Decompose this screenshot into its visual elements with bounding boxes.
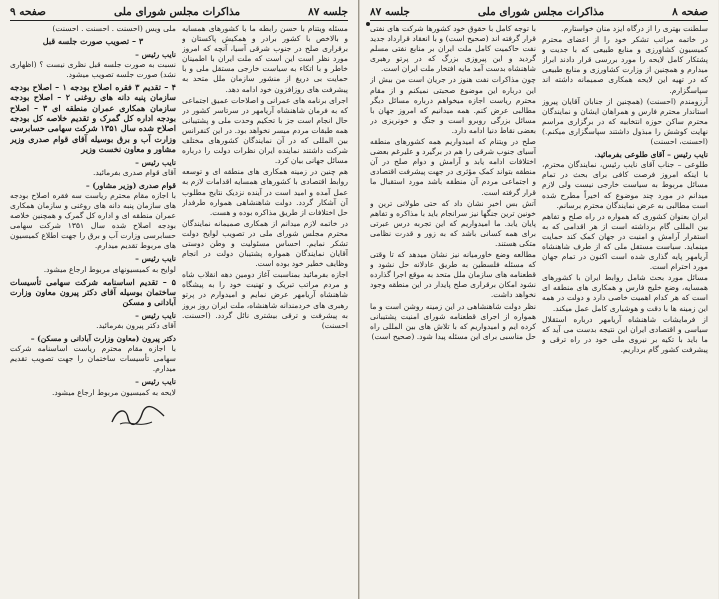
page-dot-mark — [366, 22, 370, 26]
right-page-session: جلسه ۸۷ — [370, 6, 410, 18]
left-page-number: صفحه ۹ — [10, 6, 46, 18]
paragraph: اجرای برنامه های عمرانی و اصلاحات عمیق اجتماعی که به فرمان شاهنشاه آریامهر در سرتاسر کشور در حال انجام است جز با تحکیم وحدت ملی و پشتیبانی همه طبقات مردم میسر نخواهد بود. در این کنفرانس بین المللی که در آن نمایندگان کشورهای مختلف شرکت داشتند نماینده ایران نظرات دولت را درباره مسائل جهانی بیان کرد. — [182, 95, 348, 166]
left-page-title: مذاکرات مجلس شورای ملی — [113, 6, 241, 18]
speaker-name: نایب رئیس – آقای طلوعی بفرمائید. — [594, 150, 708, 160]
right-page-columns — [370, 24, 708, 584]
paragraph: اجازه بفرمائید بمناسبت آغاز دومین دهه انقلاب شاه و مردم مراتب تبریک و تهنیت خود را به پیشگاه شاهنشاه آریامهر عرض نمایم و امیدوارم در پرتو رهبری های خردمندانه شاهنشاه، ملت ایران روز بروز به پیشرفت و ترقی بیشتری نائل گردد. (احسنت. احسنت) — [182, 270, 348, 330]
section-4-heading: ۴ – تقدیم ۳ فقره اصلاح بودجه ۱ – اصلاح بودجه سازمان پنبه دانه های روغنی ۲ – اصلاح بودجه سازمان همکاری عمران منطقه ای ۳ – اصلاح بودجه اداره کل گمرک و تقدیم خلاصه کل بودجه اصلاح شده سال ۱۳۵۱ شرکت سهامی حسابرسی وزارت آب و برق بوسیله آقای قوام صدری وزیر مشاور و معاون نخست وزیر — [10, 81, 176, 155]
right-page — [359, 0, 718, 599]
paragraph: در خاتمه لازم میدانم از همکاری صمیمانه نمایندگان محترم مجلس شورای ملی در تصویب لوایح دولت تشکر نمایم. احساس مسئولیت و وطن دوستی آقایان نمایندگان همواره پشتیبان دولت در انجام وظایف خطیر خود بوده است. — [182, 218, 348, 269]
left-page-columns — [10, 24, 348, 584]
right-page-header — [370, 6, 708, 21]
paragraph: مطالعه وضع خاورمیانه نیز نشان میدهد که تا وقتی که مسئله فلسطین به طریق عادلانه حل نشود و قطعنامه های سازمان ملل متحد به موقع اجرا گذارده نشود امکان برقراری صلح پایدار در این منطقه وجود نخواهد داشت. — [370, 250, 536, 300]
paragraph: نسبت به صورت جلسه قبل نظری نیست ؟ (اظهاری نشد) صورت جلسه تصویب میشود. — [10, 59, 176, 79]
speaker-name: نایب رئیس – — [135, 377, 176, 387]
paragraph: ایران بعنوان کشوری که همواره در راه صلح و تفاهم بین المللی گام برداشته است از هر اقدامی که به استقرار آرامش و امنیت در جهان کمک کند حمایت مینماید. سیاست مستقل ملی که از طرف شاهنشاه آریامهر پایه گذاری شده است اکنون در تمام جهان مورد احترام است. — [542, 211, 708, 272]
speaker-name: نایب رئیس – — [135, 157, 176, 167]
speaker-name: قوام صدری (وزیر مشاور) – — [85, 180, 176, 190]
speaker-name: نایب رئیس – — [135, 49, 176, 59]
paragraph: آرزومندم (احسنت) (همچنین از جنابان آقایان پیروز استاندار محترم فارس و همراهان ایشان و نمایندگان محترم ساکن حوزه انتخابیه که در برگزاری مراسم نهایت کوشش را مبذول داشتند سپاسگزاری میکنم.) (احسنت، احسنت) — [542, 96, 708, 147]
paragraph: ملی ویس (احسنت . احسنت . احسنت) — [52, 24, 176, 33]
paragraph: لایحه به کمیسیون مربوط ارجاع میشود. — [51, 387, 176, 397]
left-page-header — [10, 6, 348, 21]
left-page-right-column — [182, 24, 348, 584]
paragraph: آقای دکتر پیرون بفرمائید. — [96, 320, 176, 330]
paragraph: طلوعی – جناب آقای نایب رئیس، نمایندگان محترم، با اینکه امروز فرصت کافی برای بحث در تمام مسائل مربوط به سیاست خارجی نیست ولی لازم میدانم در مورد چند موضوع که اخیراً مطرح شده است مطالبی به عرض نمایندگان محترم برسانم. — [542, 160, 708, 210]
paragraph: صلح در ویتنام که امیدواریم همه کشورهای منطقه آسیای جنوب شرقی را هم در برگیرد و علیرغم بعضی اختلافات ادامه یابد و آرامش و دوام صلح در آن منطقه بتواند کمک مؤثری در جهت پیشرفت اقتصادی و اجتماعی مردم آن منطقه باشد مورد استقبال ما قرار گرفته است. — [370, 137, 536, 197]
right-page-left-column — [370, 24, 536, 584]
speaker-name: دکتر پیرون (معاون وزارت آبادانی و مسکن) – — [30, 334, 176, 344]
speaker-name: نایب رئیس – — [135, 310, 176, 320]
left-page-session: جلسه ۸۷ — [308, 6, 348, 18]
right-page-number: صفحه ۸ — [672, 6, 708, 18]
paragraph: لوایح به کمیسیونهای مربوط ارجاع میشود. — [43, 264, 176, 274]
paragraph: مسائل مورد بحث شامل روابط ایران با کشورهای همسایه، وضع خلیج فارس و همکاری های منطقه ای است که هر کدام اهمیت خاصی دارد و دولت در همه این زمینه ها با دقت و هوشیاری کامل عمل میکند. — [542, 273, 708, 313]
section-5-heading: ۵ – تقدیم اساسنامه شرکت سهامی تأسیسات ساختمان بوسیله آقای دکتر پیرون معاون وزارت آبادانی و مسکن — [10, 276, 176, 308]
paragraph: با اجازه مقام محترم ریاست اساسنامه شرکت سهامی تأسیسات ساختمان را جهت تصویب تقدیم میدارم. — [10, 344, 176, 374]
handwritten-signature — [108, 402, 168, 430]
right-page-right-column — [542, 24, 708, 584]
left-page-left-column — [10, 24, 176, 584]
paragraph: سلطنت بهتری را از درگاه ایزد منان خواستارم. — [561, 24, 708, 33]
paragraph: آقای قوام صدری بفرمائید. — [93, 167, 176, 177]
right-page-title: مذاکرات مجلس شورای ملی — [477, 6, 605, 18]
paragraph: آتش بس اخیر نشان داد که حتی طولانی ترین و خونین ترین جنگها نیز سرانجام باید با مذاکره و تفاهم پایان یابد. ما امیدواریم که این تجربه درس عبرتی برای همه کسانی باشد که به زور و قدرت نظامی متکی هستند. — [370, 198, 536, 248]
paragraph: چون مذاکرات نفت هنوز در جریان است من بیش از این درباره این موضوع صحبتی نمیکنم و از مقام محترم ریاست اجازه میخواهم درباره مسائل دیگر مطالبی عرض کنم. همه میدانیم که امروز جهان با مسائل بزرگی روبرو است و جنگ و خونریزی در بعضی نقاط دنیا ادامه دارد. — [370, 75, 536, 135]
section-3-heading: ۳ – تصویب صورت جلسه قبل — [42, 36, 144, 47]
paragraph: هم چنین در زمینه همکاری های منطقه ای و توسعه روابط اقتصادی با کشورهای همسایه اقدامات لازم به عمل آمده و امید است در آینده نزدیک نتایج مطلوب آن آشکار گردد. دولت شاهنشاهی همواره طرفدار حل اختلافات از طریق مذاکره بوده و هست. — [182, 167, 348, 217]
paragraph: مسئله ویتنام با حسن رابطه ما با کشورهای همسایه و بالاخص با کشور برادر و همکیش پاکستان و برقراری صلح در جنوب شرقی آسیا، آنچه که امروز مورد نظر است این است که ملت ایران با اطمینان خاطر و با اتکاء به سیاست خارجی مستقل ملی و با حمایت بی دریغ از منشور سازمان ملل متحد به پیشرفت های روزافزون خود ادامه دهد. — [182, 24, 348, 94]
paragraph: در خاتمه مراتب تشکر خود را از اعضای محترم کمیسیون کشاورزی و منابع طبیعی که با جدیت و پشتکار کامل لایحه را مورد بررسی قرار دادند ابراز میدارم و همچنین از وزارت کشاورزی و منابع طبیعی که در تهیه این لایحه همکاری صمیمانه داشته اند سپاسگزارم. — [542, 35, 708, 95]
left-page — [0, 0, 359, 599]
paragraph: از فرمایشات شاهنشاه آریامهر درباره استقلال سیاسی و اقتصادی ایران این نتیجه بدست می آید که ما باید با تکیه بر نیروی ملی خود در راه ترقی و پیشرفت کشور گام برداریم. — [542, 314, 708, 354]
paragraph: با اجازه مقام محترم ریاست سه فقره اصلاح بودجه های سازمان پنبه دانه های روغنی و سازمان همکاری عمران منطقه ای و اداره کل گمرک و همچنین خلاصه بودجه اصلاح شده سال ۱۳۵۱ شرکت سهامی حسابرسی وزارت آب و برق را جهت اطلاع کمیسیون های مربوط تقدیم میدارم. — [10, 190, 176, 251]
paragraph: نظر دولت شاهنشاهی در این زمینه روشن است و ما همواره از اجرای قطعنامه شورای امنیت پشتیبانی کرده ایم و امیدواریم که با تلاش های بین المللی راه حل مناسبی برای این مسئله پیدا شود. (صحیح است) — [370, 301, 536, 341]
paragraph: با توجه کامل با حقوق خود کشورها شرکت های نفتی قرار گرفته اند (صحیح است) و با انعقاد قرارداد جدید نفت حاکمیت کامل ملت ایران بر منابع نفتی مسلم گردید و این پیروزی بزرگ که در پرتو رهبری شاهنشاه بدست آمد مایه افتخار ملت ایران است. — [370, 24, 536, 74]
speaker-name: نایب رئیس – — [135, 254, 176, 264]
